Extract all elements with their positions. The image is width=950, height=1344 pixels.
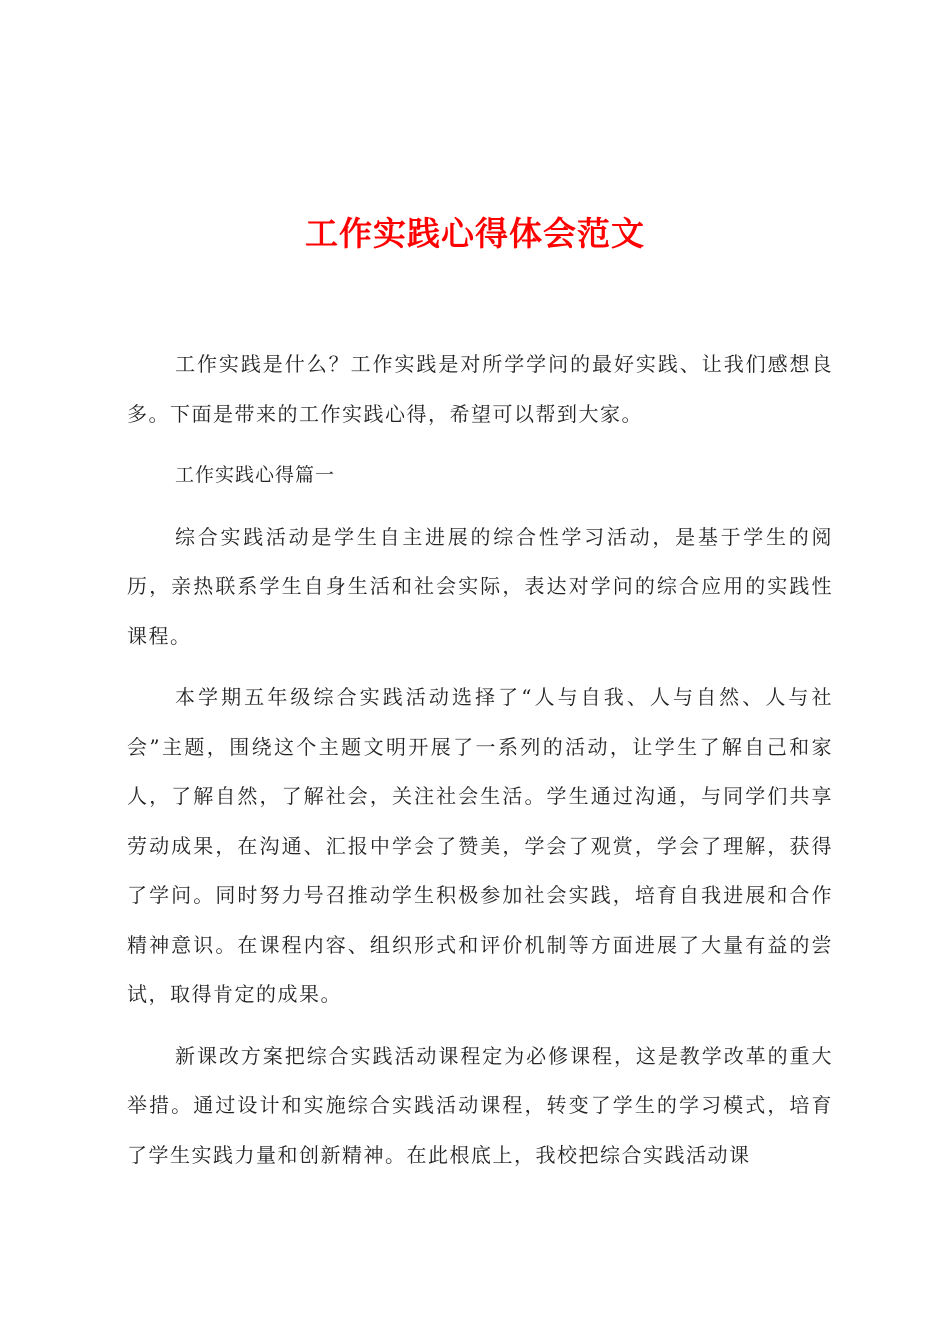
document-title: 工作实践心得体会范文 (305, 214, 645, 253)
section-heading: 工作实践心得篇一 (175, 464, 336, 486)
body-paragraph-2: 本学期五年级综合实践活动选择了“人与自我、人与自然、人与社会”主题，围绕这个主题文明开展了一系列的活动，让学生了解自己和家人，了解自然，了解社会，关注社会生活。学生通过沟通，与同学们共享劳动成果，在沟通、汇报中学会了赞美，学会了观赏，学会了理解，获得了学问。同时努力号召推动学生积极参加社会实践，培育自我进展和合作精神意识。在课程内容、组织形式和评价机制等方面进展了大量有益的尝试，取得肯定的成果。 (127, 685, 833, 1006)
intro-paragraph: 工作实践是什么？工作实践是对所学学问的最好实践、让我们感想良多。下面是带来的工作实践心得，希望可以帮到大家。 (127, 352, 833, 426)
body-paragraph-3: 新课改方案把综合实践活动课程定为必修课程，这是教学改革的重大举措。通过设计和实施综合实践活动课程，转变了学生的学习模式，培育了学生实践力量和创新精神。在此根底上，我校把综合实践活动课 (127, 1043, 833, 1167)
document-body (127, 340, 833, 1192)
body-paragraph-1: 综合实践活动是学生自主进展的综合性学习活动，是基于学生的阅历，亲热联系学生自身生活和社会实际，表达对学问的综合应用的实践性课程。 (127, 524, 833, 648)
